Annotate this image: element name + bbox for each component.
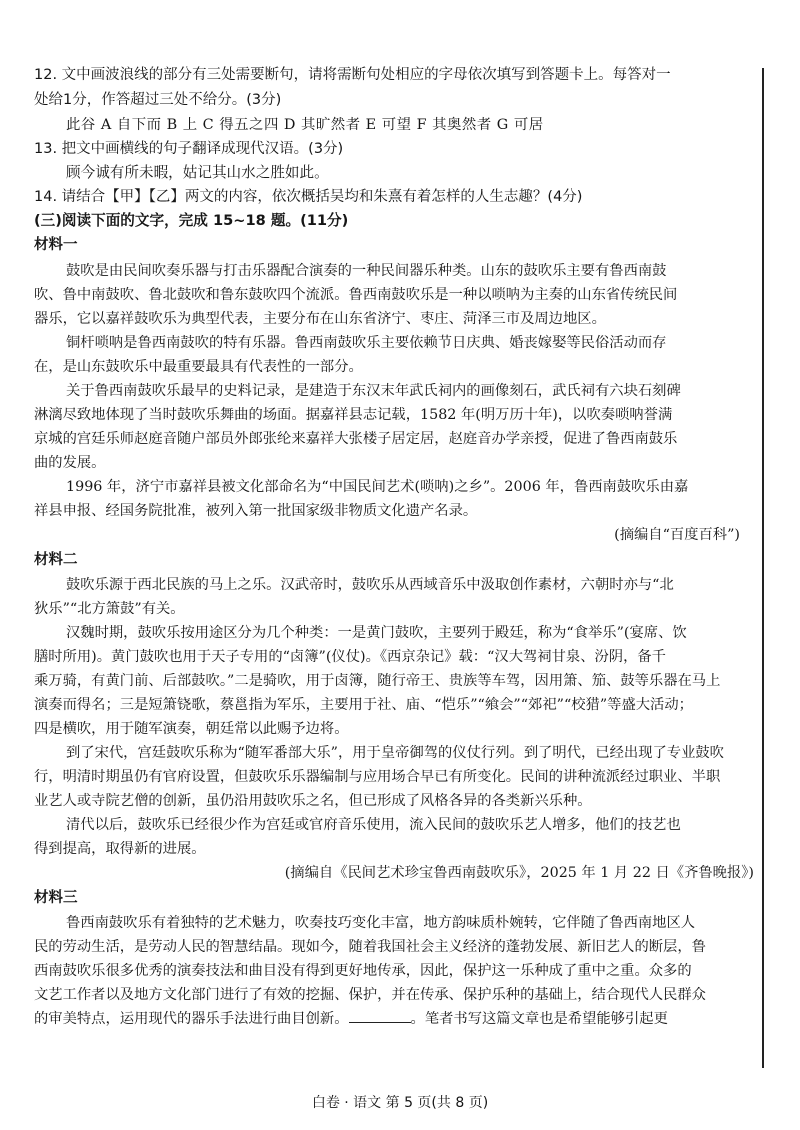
m2-paragraph-line: 行，明清时期虽仍有官府设置，但鼓吹乐乐器编制与应用场合早已有所变化。民间的讲种流派经过职业、半职 [34,769,721,785]
m2-paragraph-line: 汉魏时期，鼓吹乐按用途区分为几个种类：一是黄门鼓吹，主要列于殿廷，称为“食举乐”(宴席、饮 [66,625,687,641]
material-2-heading: 材料二 [34,552,78,568]
material-1-heading: 材料一 [34,237,78,253]
m2-paragraph-line: 四是横吹，用于随军演奏，朝廷常以此赐予边将。 [34,721,349,737]
answer-blank[interactable] [349,1008,411,1023]
m3-text-before-blank: 的审美特点，运用现代的器乐手法进行曲目创新。 [34,1011,349,1027]
m2-paragraph-line: 清代以后，鼓吹乐已经很少作为宫廷或官府音乐使用，流入民间的鼓吹乐艺人增多，他们的技艺也 [66,817,681,833]
material-3-heading: 材料三 [34,890,78,906]
m2-paragraph-line: 得到提高，取得新的进展。 [34,841,206,857]
m1-paragraph-line: 在，是山东鼓吹乐中最重要最具有代表性的一部分。 [34,359,363,375]
page-footer: 白卷 · 语文 第 5 页(共 8 页) [311,1095,489,1111]
m2-paragraph-line: 膳时所用)。黄门鼓吹也用于天子专用的“卤簿”(仪仗)。《西京杂记》载：“汉大驾祠甘泉、汾阴，备千 [34,649,666,665]
m2-paragraph-line: 鼓吹乐源于西北民族的马上之乐。汉武帝时，鼓吹乐从西域音乐中汲取创作素材，六朝时亦与“北 [66,577,674,593]
m2-paragraph-line: 业艺人或寺院艺僧的创新，虽仍沿用鼓吹乐之名，但已形成了风格各异的各类新兴乐种。 [34,793,592,809]
m2-paragraph-line: 乘万骑，有黄门前、后部鼓吹。”二是骑吹，用于卤簿，随行帝王、贵族等车驾，因用箫、笳、鼓等乐器在马上 [34,673,721,689]
m3-paragraph-line: 民的劳动生活，是劳动人民的智慧结晶。现如今，随着我国社会主义经济的蓬勃发展、新旧艺人的断层，鲁 [34,939,706,955]
material-1-source: (摘编自“百度百科”) [614,527,740,543]
m1-paragraph-line: 1996 年，济宁市嘉祥县被文化部命名为“中国民间艺术(唢呐)之乡”。2006 年，鲁西南鼓吹乐由嘉 [66,479,689,495]
m1-paragraph-line: 铜杆唢呐是鲁西南鼓吹的特有乐器。鲁西南鼓吹乐主要依赖节日庆典、婚丧嫁娶等民俗活动而存 [66,335,667,351]
m1-paragraph-line: 关于鲁西南鼓吹乐最早的史料记录，是建造于东汉末年武氏祠内的画像刻石，武氏祠有六块石刻碑 [66,383,681,399]
m1-paragraph-line: 器乐，它以嘉祥鼓吹乐为典型代表，主要分布在山东省济宁、枣庄、菏泽三市及周边地区。 [34,311,606,327]
question-12-text-cont: 处给1分，作答超过三处不给分。(3分) [34,92,282,108]
m1-paragraph-line: 曲的发展。 [34,455,106,471]
margin-rule [762,68,764,1068]
m2-paragraph-line: 狄乐”“北方箫鼓”有关。 [34,601,185,617]
m3-paragraph-line: 鲁西南鼓吹乐有着独特的艺术魅力，吹奏技巧变化丰富，地方韵味质朴婉转，它伴随了鲁西南地区人 [66,915,696,931]
m1-paragraph-line: 吹、鲁中南鼓吹、鲁北鼓吹和鲁东鼓吹四个流派。鲁西南鼓吹乐是一种以唢呐为主奏的山东省传统民间 [34,287,678,303]
question-12-text: 12. 文中画波浪线的部分有三处需要断句，请将需断句处相应的字母依次填写到答题卡上。每答对一 [34,67,671,83]
m3-paragraph-line-with-blank [34,1008,752,1030]
question-14-text: 14. 请结合【甲】【乙】两文的内容，依次概括吴均和朱熹有着怎样的人生志趣？(4分) [34,189,583,205]
m1-paragraph-line: 鼓吹是由民间吹奏乐器与打击乐器配合演奏的一种民间器乐种类。山东的鼓吹乐主要有鲁西南鼓 [66,263,667,279]
m3-paragraph-line: 西南鼓吹乐很多优秀的演奏技法和曲目没有得到更好地传承，因此，保护这一乐种成了重中之重。众多的 [34,963,692,979]
section-title: (三)阅读下面的文字，完成 15~18 题。(11分) [34,212,349,229]
m3-text-after-blank: 。笔者书写这篇文章也是希望能够引起更 [410,1011,668,1027]
question-12-options: 此谷 A 自下而 B 上 C 得五之四 D 其旷然者 E 可望 F 其奥然者 G 可居 [66,117,544,133]
m2-paragraph-line: 到了宋代，宫廷鼓吹乐称为“随军番部大乐”，用于皇帝御驾的仪仗行列。到了明代，已经出现了专业鼓吹 [66,745,724,761]
m3-paragraph-line: 文艺工作者以及地方文化部门进行了有效的挖掘、保护，并在传承、保护乐种的基础上，结合现代人民群众 [34,987,706,1003]
m1-paragraph-line: 祥县申报、经国务院批准，被列入第一批国家级非物质文化遗产名录。 [34,503,478,519]
m1-paragraph-line: 京城的宫廷乐师赵庭音随户部员外郎张纶来嘉祥大张楼子居定居，赵庭音办学亲授，促进了鲁西南鼓乐 [34,431,678,447]
question-13-sentence: 顾今诚有所未暇，姑记其山水之胜如此。 [66,164,329,181]
m2-paragraph-line: 演奏而得名；三是短箫铙歌，蔡邕指为军乐，主要用于社、庙、“恺乐”“飨会”“郊祀”“校猎”等盛大活动； [34,697,693,713]
question-13-text: 13. 把文中画横线的句子翻译成现代汉语。(3分) [34,141,344,157]
m1-paragraph-line: 淋漓尽致地体现了当时鼓吹乐舞曲的场面。据嘉祥县志记载，1582 年(明万历十年)，以吹奏唢呐誉满 [34,407,673,423]
material-2-source: (摘编自《民间艺术珍宝鲁西南鼓吹乐》，2025 年 1 月 22 日《齐鲁晚报》) [284,865,754,881]
